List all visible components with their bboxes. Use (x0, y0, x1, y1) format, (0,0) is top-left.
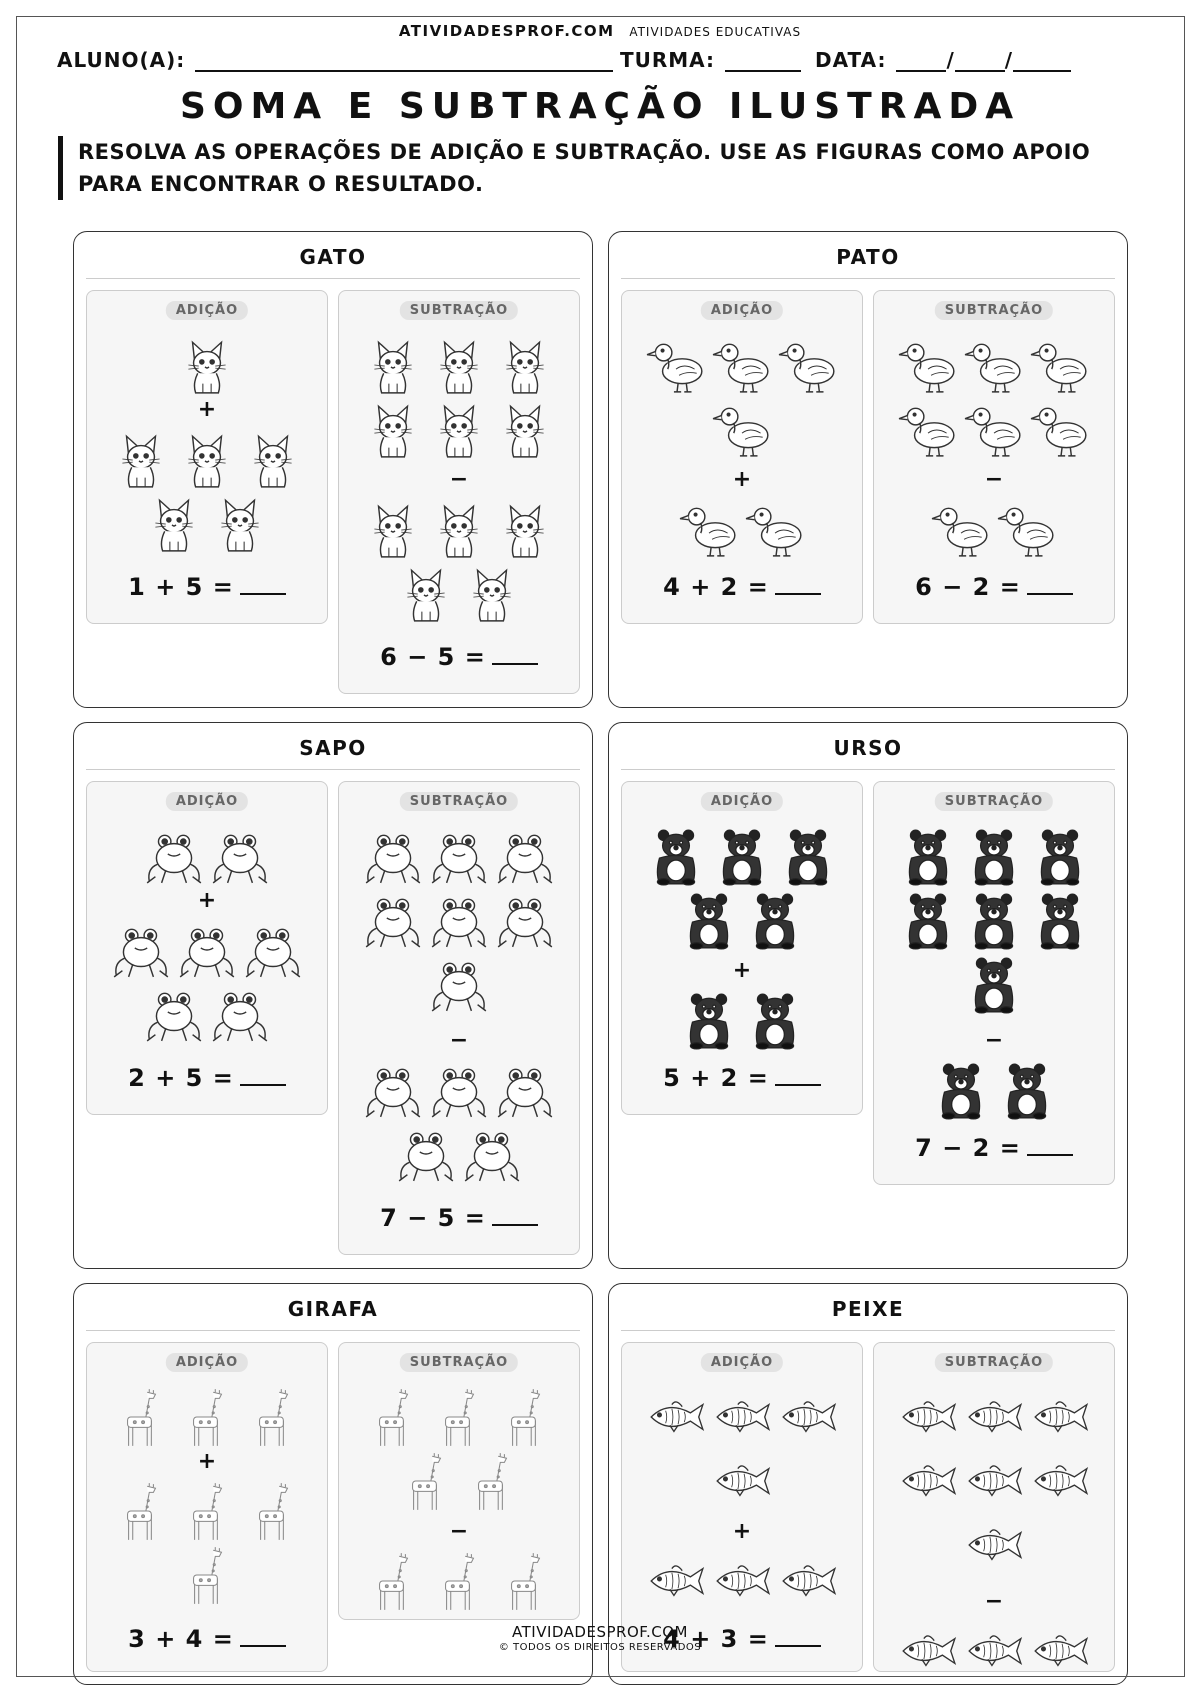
site-header (0, 22, 1200, 40)
first-group (622, 824, 862, 952)
equation (339, 1202, 579, 1232)
equation-text: 7 − 5 = (380, 1204, 486, 1232)
frog-icon (428, 825, 490, 887)
subtraction-badge: SUBTRAÇÃO (935, 792, 1053, 811)
cat-icon (362, 398, 424, 460)
duck-icon (711, 398, 773, 460)
answer-blank[interactable] (1027, 1132, 1073, 1156)
subtraction-badge: SUBTRAÇÃO (400, 301, 518, 320)
frog-icon (209, 825, 271, 887)
subtraction-panel (873, 781, 1115, 1185)
footer-rights: © TODOS OS DIREITOS RESERVADOS (498, 1642, 702, 1653)
cat-icon (428, 334, 490, 396)
frog-icon (143, 825, 205, 887)
plus-sign: + (732, 1519, 752, 1544)
frog-icon (143, 983, 205, 1045)
bear-icon (711, 825, 773, 887)
frog-icon (494, 1059, 556, 1121)
duck-icon (963, 398, 1025, 460)
class-label: TURMA: (620, 48, 716, 72)
date-field[interactable] (815, 48, 1071, 72)
equation-text: 3 + 4 = (128, 1625, 234, 1653)
card-title: URSO (621, 723, 1115, 770)
duck-icon (744, 498, 806, 560)
duck-icon (897, 334, 959, 396)
cat-icon (395, 562, 457, 624)
equation-text: 6 − 2 = (915, 573, 1021, 601)
fish-icon (711, 1386, 773, 1448)
site-tagline: ATIVIDADES EDUCATIVAS (629, 25, 802, 39)
second-group (874, 497, 1114, 561)
fish-icon (711, 1450, 773, 1512)
cat-icon (494, 398, 556, 460)
addition-badge: ADIÇÃO (166, 301, 248, 320)
cat-icon (494, 498, 556, 560)
fish-icon (645, 1386, 707, 1448)
bear-icon (678, 889, 740, 951)
giraffe-icon (461, 1450, 523, 1512)
giraffe-icon (176, 1544, 238, 1606)
cat-icon (209, 492, 271, 554)
plus-sign: + (197, 1449, 217, 1474)
second-group (339, 497, 579, 625)
equation-text: 4 + 2 = (663, 573, 769, 601)
giraffe-icon (176, 1386, 238, 1448)
instructions-line-2: PARA ENCONTRAR O RESULTADO. (78, 172, 484, 196)
card-title: PEIXE (621, 1284, 1115, 1331)
card-title: GATO (86, 232, 580, 279)
card-title: GIRAFA (86, 1284, 580, 1331)
equation-text: 7 − 2 = (915, 1134, 1021, 1162)
giraffe-icon (242, 1386, 304, 1448)
exercise-card-urso (608, 722, 1128, 1269)
duck-icon (645, 334, 707, 396)
fish-icon (777, 1386, 839, 1448)
bear-icon (996, 1059, 1058, 1121)
frog-icon (395, 1123, 457, 1185)
subtraction-panel (338, 781, 580, 1255)
subtraction-panel (873, 1342, 1115, 1672)
cat-icon (143, 492, 205, 554)
duck-icon (678, 498, 740, 560)
second-group (87, 918, 327, 1046)
date-day-line[interactable] (896, 52, 946, 72)
cat-icon (176, 428, 238, 490)
cat-icon (494, 334, 556, 396)
first-group (622, 1385, 862, 1513)
class-field[interactable] (620, 48, 801, 72)
duck-icon (1029, 398, 1091, 460)
second-group (87, 1479, 327, 1607)
second-group (339, 1058, 579, 1186)
equation (622, 571, 862, 601)
addition-panel (86, 290, 328, 624)
date-month-line[interactable] (955, 52, 1005, 72)
bear-icon (744, 989, 806, 1051)
first-group (339, 333, 579, 461)
equation (622, 1062, 862, 1092)
subtraction-panel (338, 1342, 580, 1620)
class-line[interactable] (725, 52, 801, 72)
fish-icon (711, 1550, 773, 1612)
frog-icon (362, 825, 424, 887)
equation-text: 4 + 3 = (663, 1625, 769, 1653)
addition-panel (86, 781, 328, 1115)
frog-icon (428, 1059, 490, 1121)
first-group (87, 824, 327, 888)
second-group (874, 1058, 1114, 1122)
cat-icon (242, 428, 304, 490)
second-group (622, 988, 862, 1052)
bear-icon (1029, 889, 1091, 951)
addition-badge: ADIÇÃO (166, 792, 248, 811)
footer (0, 1624, 1200, 1656)
bear-icon (930, 1059, 992, 1121)
duck-icon (1029, 334, 1091, 396)
first-group (339, 824, 579, 1016)
minus-sign: − (449, 1519, 469, 1544)
bear-icon (645, 825, 707, 887)
giraffe-icon (362, 1386, 424, 1448)
instructions-line-1: RESOLVA AS OPERAÇÕES DE ADIÇÃO E SUBTRAÇÃO. USE AS FIGURAS COMO APOIO (78, 140, 1091, 164)
frog-icon (428, 953, 490, 1015)
date-sep: / (1004, 48, 1014, 72)
addition-panel (621, 781, 863, 1115)
minus-sign: − (449, 467, 469, 492)
student-name-field[interactable] (57, 48, 613, 72)
minus-sign: − (984, 1589, 1004, 1614)
giraffe-icon (362, 1550, 424, 1612)
exercise-card-pato (608, 231, 1128, 708)
equation (874, 571, 1114, 601)
giraffe-icon (110, 1480, 172, 1542)
first-group (622, 333, 862, 461)
bear-icon (744, 889, 806, 951)
plus-sign: + (732, 958, 752, 983)
addition-panel (621, 290, 863, 624)
equation (87, 1062, 327, 1092)
fish-icon (1029, 1386, 1091, 1448)
fish-icon (897, 1450, 959, 1512)
cat-icon (461, 562, 523, 624)
duck-icon (711, 334, 773, 396)
frog-icon (362, 1059, 424, 1121)
second-group (339, 1549, 579, 1613)
giraffe-icon (110, 1386, 172, 1448)
card-title: PATO (621, 232, 1115, 279)
fish-icon (963, 1514, 1025, 1576)
duck-icon (996, 498, 1058, 560)
answer-blank[interactable] (1027, 571, 1073, 595)
cat-icon (362, 334, 424, 396)
second-group (87, 427, 327, 555)
plus-sign: + (732, 467, 752, 492)
giraffe-icon (242, 1480, 304, 1542)
frog-icon (428, 889, 490, 951)
subtraction-badge: SUBTRAÇÃO (935, 301, 1053, 320)
student-line[interactable] (195, 52, 613, 72)
answer-blank[interactable] (775, 571, 821, 595)
frog-icon (110, 919, 172, 981)
equation (874, 1132, 1114, 1162)
frog-icon (242, 919, 304, 981)
fish-icon (897, 1386, 959, 1448)
bottom-border (16, 1676, 1184, 1677)
answer-blank[interactable] (240, 571, 286, 595)
giraffe-icon (494, 1386, 556, 1448)
answer-blank[interactable] (775, 1062, 821, 1086)
fish-icon (645, 1550, 707, 1612)
date-sep: / (946, 48, 955, 72)
date-year-line[interactable] (1013, 52, 1071, 72)
giraffe-icon (428, 1550, 490, 1612)
frog-icon (362, 889, 424, 951)
giraffe-icon (395, 1450, 457, 1512)
bear-icon (963, 953, 1025, 1015)
second-group (622, 497, 862, 561)
first-group (87, 1385, 327, 1449)
frog-icon (209, 983, 271, 1045)
exercise-card-gato (73, 231, 593, 708)
fish-icon (963, 1386, 1025, 1448)
site-name: ATIVIDADESPROF.COM (398, 22, 615, 40)
minus-sign: − (984, 467, 1004, 492)
frog-icon (176, 919, 238, 981)
answer-blank[interactable] (240, 1062, 286, 1086)
addition-panel (86, 1342, 328, 1672)
footer-site: ATIVIDADESPROF.COM (512, 1623, 688, 1641)
equation-text: 1 + 5 = (128, 573, 234, 601)
fish-icon (963, 1450, 1025, 1512)
duck-icon (777, 334, 839, 396)
addition-badge: ADIÇÃO (701, 1353, 783, 1372)
fish-icon (1029, 1450, 1091, 1512)
frog-icon (494, 889, 556, 951)
subtraction-badge: SUBTRAÇÃO (400, 792, 518, 811)
duck-icon (930, 498, 992, 560)
equation-text: 6 − 5 = (380, 643, 486, 671)
giraffe-icon (428, 1386, 490, 1448)
bear-icon (897, 825, 959, 887)
bear-icon (777, 825, 839, 887)
bear-icon (963, 825, 1025, 887)
cat-icon (428, 398, 490, 460)
first-group (339, 1385, 579, 1513)
card-title: SAPO (86, 723, 580, 770)
first-group (874, 1385, 1114, 1577)
cat-icon (110, 428, 172, 490)
plus-sign: + (197, 888, 217, 913)
subtraction-panel (873, 290, 1115, 624)
answer-blank[interactable] (492, 641, 538, 665)
bear-icon (1029, 825, 1091, 887)
first-group (87, 333, 327, 397)
exercise-card-sapo (73, 722, 593, 1269)
equation-text: 5 + 2 = (663, 1064, 769, 1092)
subtraction-panel (338, 290, 580, 694)
plus-sign: + (197, 397, 217, 422)
subtraction-badge: SUBTRAÇÃO (935, 1353, 1053, 1372)
addition-badge: ADIÇÃO (166, 1353, 248, 1372)
equation (339, 641, 579, 671)
frog-icon (461, 1123, 523, 1185)
page-title: SOMA E SUBTRAÇÃO ILUSTRADA (179, 86, 1021, 127)
instructions (58, 136, 1118, 200)
cat-icon (362, 498, 424, 560)
fish-icon (777, 1550, 839, 1612)
duck-icon (963, 334, 1025, 396)
bear-icon (897, 889, 959, 951)
giraffe-icon (494, 1550, 556, 1612)
minus-sign: − (984, 1028, 1004, 1053)
second-group (622, 1549, 862, 1613)
cat-icon (176, 334, 238, 396)
equation-text: 2 + 5 = (128, 1064, 234, 1092)
bear-icon (678, 989, 740, 1051)
student-label: ALUNO(A): (57, 48, 186, 72)
frog-icon (494, 825, 556, 887)
bear-icon (963, 889, 1025, 951)
duck-icon (897, 398, 959, 460)
first-group (874, 333, 1114, 461)
date-label: DATA: (815, 48, 887, 72)
giraffe-icon (176, 1480, 238, 1542)
cat-icon (428, 498, 490, 560)
addition-badge: ADIÇÃO (701, 301, 783, 320)
equation (87, 571, 327, 601)
minus-sign: − (449, 1028, 469, 1053)
answer-blank[interactable] (492, 1202, 538, 1226)
addition-badge: ADIÇÃO (701, 792, 783, 811)
subtraction-badge: SUBTRAÇÃO (400, 1353, 518, 1372)
first-group (874, 824, 1114, 1016)
